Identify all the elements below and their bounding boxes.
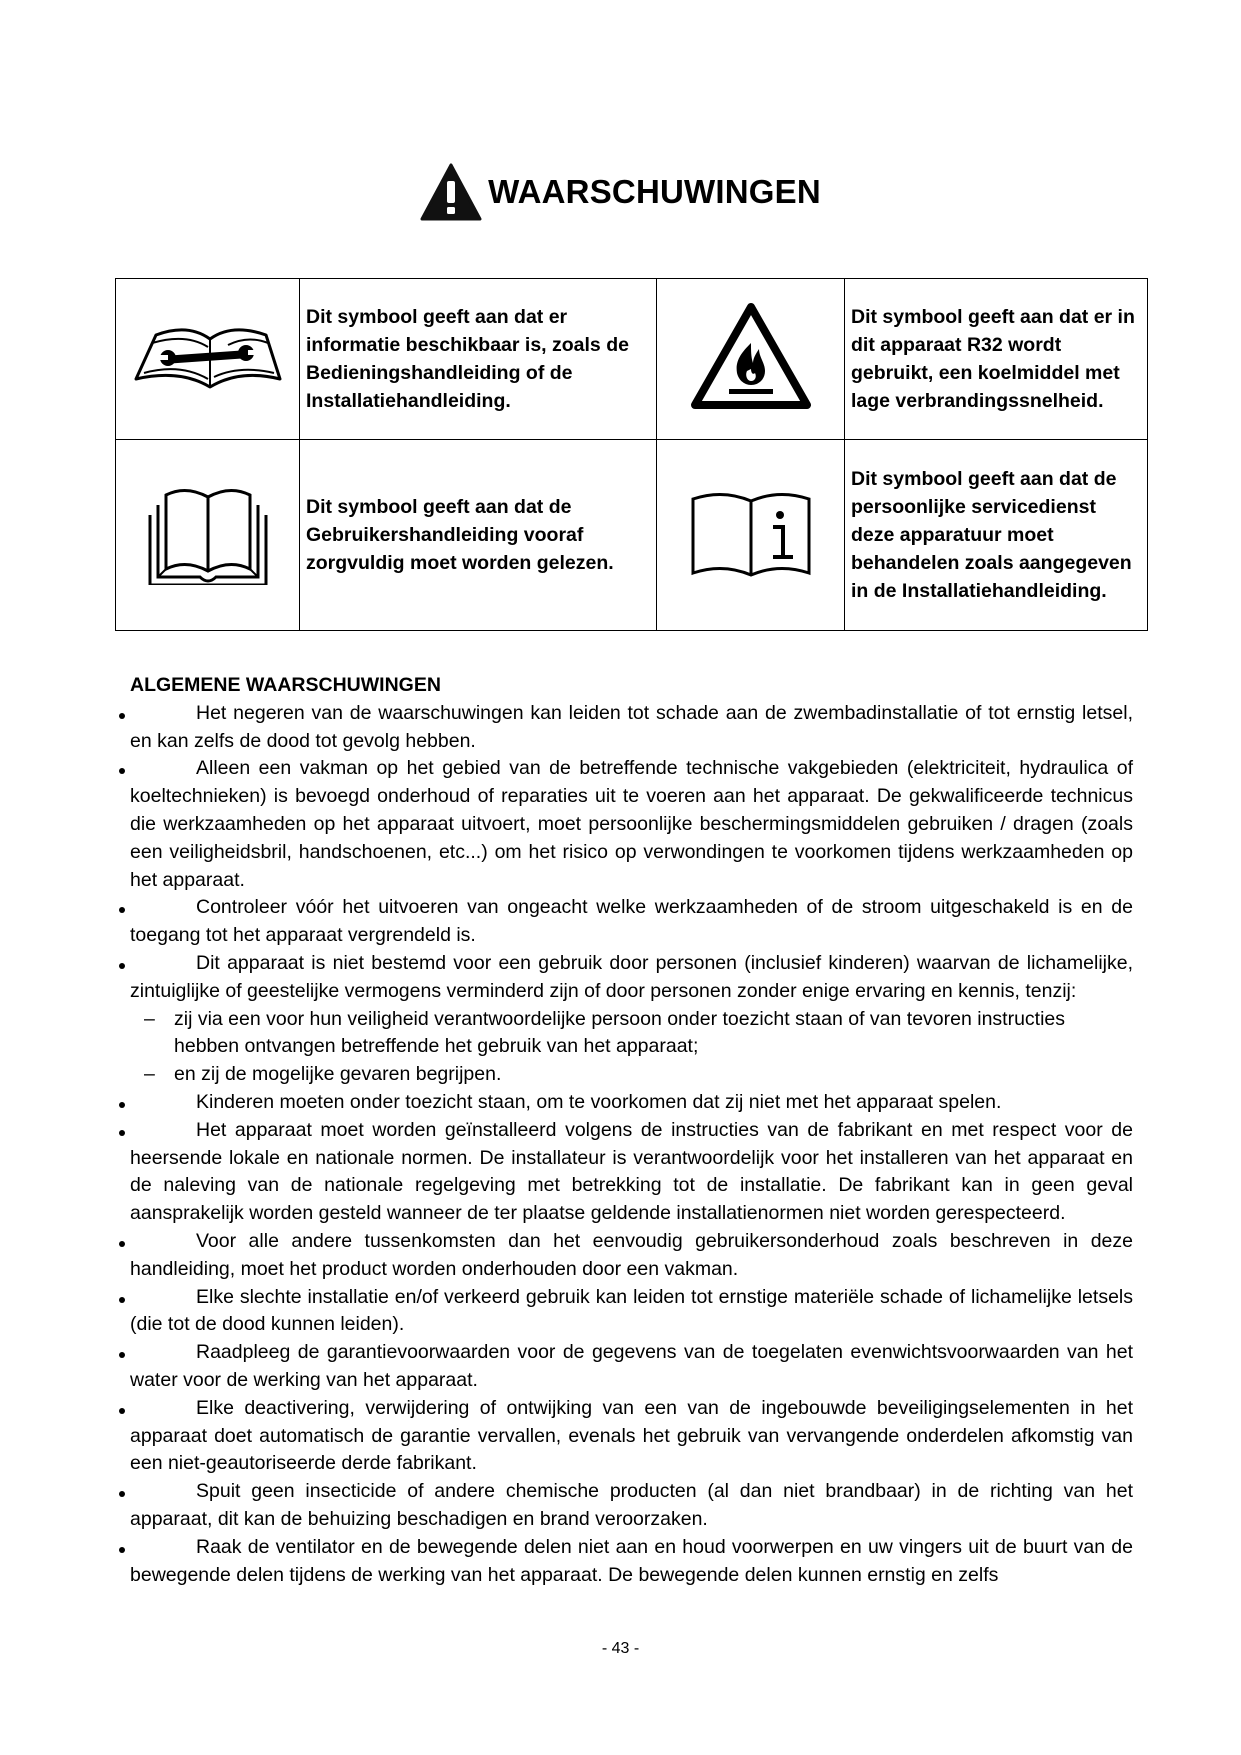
warning-bullet: Alleen een vakman op het gebied van de betreffende technische vakgebieden (elektriciteit, hydraulica of koeltechnieken) is bevoegd onderhoud of reparaties uit te voeren aan het apparaat. De gekwalificeerde technicus die werkzaamheden op het apparaat uitvoert, moet persoonlijke beschermingsmiddelen gebruiken / dragen (zoals een veiligheidsbril, handschoenen, etc...) om het risico op verwondingen te voorkomen tijdens werkzaamheden op het apparaat. bbox=[130, 755, 1133, 894]
warning-bullet: Kinderen moeten onder toezicht staan, om te voorkomen dat zij niet met het apparaat spelen. bbox=[130, 1089, 1133, 1117]
warning-bullet: Het negeren van de waarschuwingen kan leiden tot schade aan de zwembadinstallatie of tot ernstig letsel, en kan zelfs de dood tot gevolg hebben. bbox=[130, 700, 1133, 756]
general-warnings bbox=[130, 672, 1133, 1589]
subitem-text: zij via een voor hun veiligheid verantwoordelijke persoon onder toezicht staan of van tevoren instructies hebben ontvangen betreffende het gebruik van het apparaat; bbox=[174, 1007, 1066, 1058]
symbol-description: Dit symbool geeft aan dat er in dit apparaat R32 wordt gebruikt, een koelmiddel met lage verbrandingssnelheid. bbox=[845, 279, 1148, 440]
symbol-description: Dit symbool geeft aan dat er informatie beschikbaar is, zoals de Bedieningshandleiding of de Installatiehandleiding. bbox=[300, 279, 657, 440]
warning-bullet: Elke slechte installatie en/of verkeerd gebruik kan leiden tot ernstige materiële schade of lichamelijke letsels (die tot de dood kunnen leiden). bbox=[130, 1284, 1133, 1340]
page-title-block bbox=[0, 163, 1241, 221]
symbol-cell bbox=[116, 440, 300, 631]
warning-bullet: Voor alle andere tussenkomsten dan het eenvoudig gebruikersonderhoud zoals beschreven in deze handleiding, moet het product worden onderhouden door een vakman. bbox=[130, 1228, 1133, 1284]
warning-bullet: Spuit geen insecticide of andere chemische producten (al dan niet brandbaar) in de richting van het apparaat, dit kan de behuizing beschadigen en brand veroorzaken. bbox=[130, 1478, 1133, 1534]
subitem-text: en zij de mogelijke gevaren begrijpen. bbox=[174, 1063, 502, 1086]
page-number: - 43 - bbox=[601, 1640, 640, 1657]
warning-triangle-icon bbox=[420, 163, 482, 221]
symbols-row bbox=[116, 279, 1148, 440]
symbol-cell bbox=[657, 440, 845, 631]
open-book-icon bbox=[146, 481, 270, 585]
symbols-table bbox=[115, 278, 1148, 631]
section-heading: ALGEMENE WAARSCHUWINGEN bbox=[130, 674, 441, 696]
warning-bullet: Elke deactivering, verwijdering of ontwijking van een van de ingebouwde beveiligingselementen in het apparaat doet automatisch de garantie vervallen, evenals het gebruik van vervangende onderdelen afkomstig van een niet-geautoriseerde derde fabrikant. bbox=[130, 1395, 1133, 1478]
warning-bullet: Controleer vóór het uitvoeren van ongeacht welke werkzaamheden of de stroom uitgeschakeld is en de toegang tot het apparaat vergrendeld is. bbox=[130, 894, 1133, 950]
warning-subitem bbox=[130, 1006, 1133, 1062]
warning-bullet: Dit apparaat is niet bestemd voor een gebruik door personen (inclusief kinderen) waarvan de lichamelijke, zintuiglijke of geestelijke vermogens verminderd zijn of door personen zonder enige ervaring en kennis, tenzij: bbox=[130, 950, 1133, 1006]
symbol-cell bbox=[116, 279, 300, 440]
warning-bullet: Het apparaat moet worden geïnstalleerd volgens de instructies van de fabrikant en met respect voor de heersende lokale en nationale normen. De installateur is verantwoordelijk voor het installeren van het apparaat en de naleving van de nationale regelgeving met betrekking tot de installatie. De fabrikant kan in geen geval aansprakelijk worden gesteld wanneer de ter plaatse geldende installatienormen niet worden gerespecteerd. bbox=[130, 1117, 1133, 1228]
dash-marker: – bbox=[144, 1007, 155, 1030]
dash-marker: – bbox=[144, 1063, 155, 1086]
symbol-cell bbox=[657, 279, 845, 440]
symbol-description: Dit symbool geeft aan dat de persoonlijke servicedienst deze apparatuur moet behandelen zoals aangegeven in de Installatiehandleiding. bbox=[845, 440, 1148, 631]
book-info-icon bbox=[689, 487, 813, 579]
page-title: WAARSCHUWINGEN bbox=[488, 173, 821, 210]
symbols-row bbox=[116, 440, 1148, 631]
warning-bullet: Raak de ventilator en de bewegende delen niet aan en houd voorwerpen en uw vingers uit de buurt van de bewegende delen tijdens de werking van het apparaat. De bewegende delen kunnen ernstig en zelfs bbox=[130, 1534, 1133, 1590]
warning-bullet: Raadpleeg de garantievoorwaarden voor de gegevens van de toegelaten evenwichtsvoorwaarden van het water voor de werking van het apparaat. bbox=[130, 1339, 1133, 1395]
manual-wrench-icon bbox=[128, 317, 288, 397]
flammable-warning-icon bbox=[689, 301, 813, 413]
symbol-description: Dit symbool geeft aan dat de Gebruikershandleiding vooraf zorgvuldig moet worden gelezen. bbox=[300, 440, 657, 631]
warning-subitem bbox=[130, 1061, 1133, 1089]
